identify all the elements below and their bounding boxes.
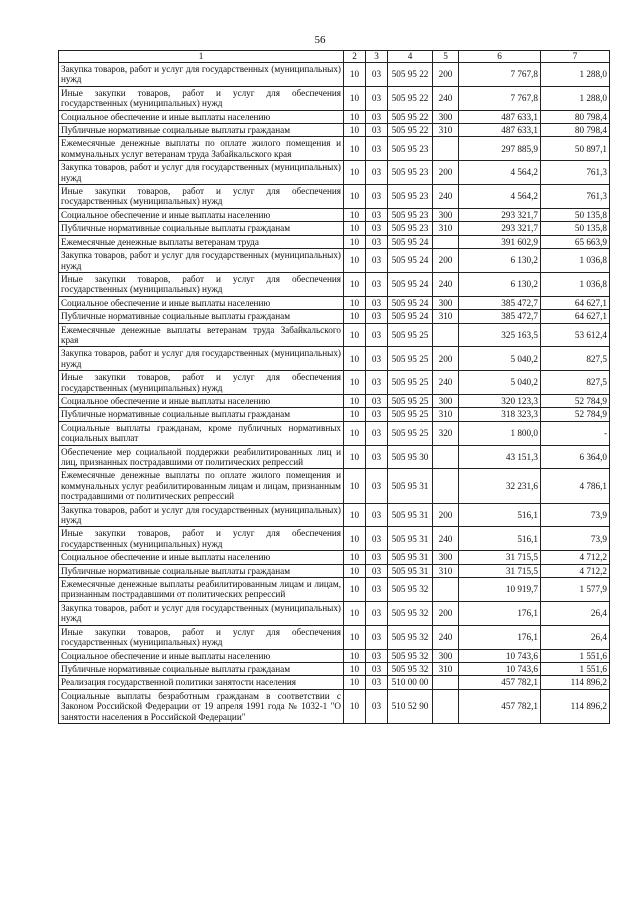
row-name: Закупка товаров, работ и услуг для государственных (муниципальных) нужд (59, 503, 344, 527)
row-expense-type: 310 (433, 222, 459, 235)
row-amount-plan: 1 800,0 (459, 421, 541, 445)
row-amount-plan: 7 767,8 (459, 63, 541, 87)
row-target-article: 505 95 23 (388, 208, 433, 221)
header-cell: 1 (59, 51, 344, 63)
row-subsection: 03 (366, 310, 388, 323)
row-target-article: 505 95 24 (388, 310, 433, 323)
row-target-article: 505 95 32 (388, 578, 433, 602)
row-section: 10 (344, 601, 366, 625)
table-row (59, 222, 610, 235)
row-subsection: 03 (366, 208, 388, 221)
row-amount-actual: 1 551,6 (541, 649, 610, 662)
row-subsection: 03 (366, 296, 388, 309)
row-amount-plan: 297 885,9 (459, 137, 541, 161)
row-section: 10 (344, 124, 366, 137)
row-amount-actual: 1 551,6 (541, 662, 610, 675)
row-target-article: 505 95 25 (388, 421, 433, 445)
row-expense-type: 240 (433, 272, 459, 296)
row-expense-type: 310 (433, 124, 459, 137)
row-expense-type: 200 (433, 601, 459, 625)
row-amount-plan: 385 472,7 (459, 296, 541, 309)
table-row (59, 63, 610, 87)
row-amount-plan: 176,1 (459, 601, 541, 625)
row-amount-actual: 52 784,9 (541, 394, 610, 407)
row-section: 10 (344, 86, 366, 110)
row-amount-actual: 1 036,8 (541, 249, 610, 273)
row-section: 10 (344, 527, 366, 551)
row-amount-actual: 64 627,1 (541, 310, 610, 323)
table-row (59, 445, 610, 469)
row-target-article: 505 95 22 (388, 124, 433, 137)
row-section: 10 (344, 235, 366, 248)
row-subsection: 03 (366, 578, 388, 602)
row-target-article: 505 95 24 (388, 249, 433, 273)
row-amount-plan: 457 782,1 (459, 676, 541, 689)
table-row (59, 310, 610, 323)
table-row (59, 469, 610, 503)
row-section: 10 (344, 625, 366, 649)
row-target-article: 505 95 23 (388, 137, 433, 161)
row-name: Социальные выплаты гражданам, кроме публичных нормативных социальных выплат (59, 421, 344, 445)
row-expense-type: 300 (433, 551, 459, 564)
table-row (59, 689, 610, 723)
row-amount-plan: 320 123,3 (459, 394, 541, 407)
row-section: 10 (344, 662, 366, 675)
row-subsection: 03 (366, 347, 388, 371)
row-name: Иные закупки товаров, работ и услуг для обеспечения государственных (муниципальных) нужд (59, 185, 344, 209)
row-section: 10 (344, 161, 366, 185)
table-row (59, 235, 610, 248)
row-name: Закупка товаров, работ и услуг для государственных (муниципальных) нужд (59, 63, 344, 87)
row-expense-type: 310 (433, 662, 459, 675)
row-expense-type (433, 578, 459, 602)
row-target-article: 505 95 32 (388, 625, 433, 649)
row-section: 10 (344, 323, 366, 347)
row-subsection: 03 (366, 445, 388, 469)
row-name: Иные закупки товаров, работ и услуг для обеспечения государственных (муниципальных) нужд (59, 272, 344, 296)
row-section: 10 (344, 421, 366, 445)
row-target-article: 505 95 31 (388, 564, 433, 577)
row-amount-actual: 1 288,0 (541, 63, 610, 87)
row-name: Социальное обеспечение и иные выплаты населению (59, 296, 344, 309)
row-name: Публичные нормативные социальные выплаты гражданам (59, 124, 344, 137)
row-name: Ежемесячные денежные выплаты ветеранам труда (59, 235, 344, 248)
row-expense-type: 300 (433, 296, 459, 309)
row-amount-plan: 31 715,5 (459, 551, 541, 564)
row-amount-plan: 10 919,7 (459, 578, 541, 602)
row-name: Реализация государственной политики занятости населения (59, 676, 344, 689)
row-expense-type: 200 (433, 347, 459, 371)
table-row (59, 527, 610, 551)
header-cell: 5 (433, 51, 459, 63)
table-row (59, 208, 610, 221)
header-cell: 4 (388, 51, 433, 63)
row-subsection: 03 (366, 551, 388, 564)
table-row (59, 649, 610, 662)
row-subsection: 03 (366, 662, 388, 675)
row-amount-plan: 6 130,2 (459, 249, 541, 273)
row-amount-actual: 1 288,0 (541, 86, 610, 110)
row-name: Публичные нормативные социальные выплаты гражданам (59, 408, 344, 421)
row-target-article: 505 95 30 (388, 445, 433, 469)
row-target-article: 505 95 22 (388, 86, 433, 110)
row-amount-plan: 487 633,1 (459, 110, 541, 123)
table-row (59, 421, 610, 445)
header-cell: 6 (459, 51, 541, 63)
row-expense-type: 240 (433, 625, 459, 649)
row-target-article: 505 95 25 (388, 394, 433, 407)
row-section: 10 (344, 469, 366, 503)
row-name: Социальное обеспечение и иные выплаты населению (59, 110, 344, 123)
row-expense-type (433, 676, 459, 689)
page-number: 56 (314, 34, 326, 46)
header-row (59, 51, 610, 63)
row-amount-actual: 6 364,0 (541, 445, 610, 469)
row-name: Иные закупки товаров, работ и услуг для обеспечения государственных (муниципальных) нужд (59, 371, 344, 395)
table-row (59, 551, 610, 564)
row-section: 10 (344, 208, 366, 221)
row-subsection: 03 (366, 272, 388, 296)
row-amount-actual: 73,9 (541, 503, 610, 527)
row-target-article: 505 95 31 (388, 527, 433, 551)
row-amount-plan: 293 321,7 (459, 208, 541, 221)
table-row (59, 137, 610, 161)
header-cell: 7 (541, 51, 610, 63)
row-expense-type: 310 (433, 310, 459, 323)
row-name: Публичные нормативные социальные выплаты гражданам (59, 564, 344, 577)
row-amount-actual: 114 896,2 (541, 689, 610, 723)
row-name: Иные закупки товаров, работ и услуг для обеспечения государственных (муниципальных) нужд (59, 625, 344, 649)
row-amount-plan: 487 633,1 (459, 124, 541, 137)
row-target-article: 505 95 22 (388, 110, 433, 123)
row-expense-type: 320 (433, 421, 459, 445)
table-row (59, 86, 610, 110)
row-expense-type: 300 (433, 110, 459, 123)
table-row (59, 625, 610, 649)
row-name: Закупка товаров, работ и услуг для государственных (муниципальных) нужд (59, 249, 344, 273)
row-subsection: 03 (366, 323, 388, 347)
header-cell: 2 (344, 51, 366, 63)
row-amount-plan: 391 602,9 (459, 235, 541, 248)
row-expense-type: 200 (433, 503, 459, 527)
table-row (59, 124, 610, 137)
row-section: 10 (344, 503, 366, 527)
row-target-article: 505 95 31 (388, 503, 433, 527)
table-row (59, 394, 610, 407)
row-name: Закупка товаров, работ и услуг для государственных (муниципальных) нужд (59, 601, 344, 625)
row-target-article: 505 95 25 (388, 323, 433, 347)
table-row (59, 578, 610, 602)
row-amount-actual: 827,5 (541, 371, 610, 395)
row-target-article: 510 52 90 (388, 689, 433, 723)
row-subsection: 03 (366, 110, 388, 123)
row-name: Ежемесячные денежные выплаты по оплате жилого помещения и коммунальных услуг ветеранам труда Забайкальского края (59, 137, 344, 161)
row-amount-plan: 4 564,2 (459, 185, 541, 209)
row-amount-actual: 26,4 (541, 601, 610, 625)
row-section: 10 (344, 371, 366, 395)
row-subsection: 03 (366, 408, 388, 421)
row-amount-actual: 4 786,1 (541, 469, 610, 503)
row-section: 10 (344, 310, 366, 323)
row-amount-plan: 293 321,7 (459, 222, 541, 235)
row-subsection: 03 (366, 689, 388, 723)
row-section: 10 (344, 137, 366, 161)
row-amount-actual: 73,9 (541, 527, 610, 551)
table-row (59, 371, 610, 395)
row-target-article: 505 95 32 (388, 601, 433, 625)
row-amount-actual: - (541, 421, 610, 445)
row-name: Ежемесячные денежные выплаты ветеранам труда Забайкальского края (59, 323, 344, 347)
row-subsection: 03 (366, 625, 388, 649)
row-name: Иные закупки товаров, работ и услуг для обеспечения государственных (муниципальных) нужд (59, 527, 344, 551)
row-section: 10 (344, 249, 366, 273)
row-subsection: 03 (366, 235, 388, 248)
row-amount-plan: 457 782,1 (459, 689, 541, 723)
row-target-article: 505 95 32 (388, 662, 433, 675)
row-amount-actual: 52 784,9 (541, 408, 610, 421)
row-subsection: 03 (366, 249, 388, 273)
row-expense-type: 300 (433, 208, 459, 221)
table-row (59, 601, 610, 625)
row-amount-actual: 761,3 (541, 185, 610, 209)
row-subsection: 03 (366, 394, 388, 407)
row-target-article: 510 00 00 (388, 676, 433, 689)
row-name: Ежемесячные денежные выплаты по оплате жилого помещения и коммунальных услуг реабилитированным лицам и лицам, признанным пострадавшими от политических репрессий (59, 469, 344, 503)
row-amount-plan: 43 151,3 (459, 445, 541, 469)
row-amount-actual: 4 712,2 (541, 564, 610, 577)
row-amount-plan: 31 715,5 (459, 564, 541, 577)
row-subsection: 03 (366, 503, 388, 527)
row-expense-type (433, 445, 459, 469)
row-section: 10 (344, 347, 366, 371)
row-subsection: 03 (366, 124, 388, 137)
row-target-article: 505 95 23 (388, 222, 433, 235)
table-row (59, 676, 610, 689)
row-target-article: 505 95 31 (388, 469, 433, 503)
row-amount-plan: 325 163,5 (459, 323, 541, 347)
row-amount-plan: 385 472,7 (459, 310, 541, 323)
row-subsection: 03 (366, 86, 388, 110)
row-section: 10 (344, 394, 366, 407)
row-amount-plan: 6 130,2 (459, 272, 541, 296)
row-amount-plan: 516,1 (459, 527, 541, 551)
row-target-article: 505 95 24 (388, 235, 433, 248)
row-amount-actual: 761,3 (541, 161, 610, 185)
row-name: Закупка товаров, работ и услуг для государственных (муниципальных) нужд (59, 347, 344, 371)
header-cell: 3 (366, 51, 388, 63)
row-expense-type (433, 469, 459, 503)
row-name: Социальное обеспечение и иные выплаты населению (59, 208, 344, 221)
row-target-article: 505 95 24 (388, 272, 433, 296)
row-target-article: 505 95 25 (388, 347, 433, 371)
row-subsection: 03 (366, 676, 388, 689)
row-section: 10 (344, 578, 366, 602)
row-amount-plan: 318 323,3 (459, 408, 541, 421)
row-section: 10 (344, 222, 366, 235)
row-subsection: 03 (366, 527, 388, 551)
row-amount-actual: 64 627,1 (541, 296, 610, 309)
row-expense-type (433, 323, 459, 347)
row-name: Социальное обеспечение и иные выплаты населению (59, 394, 344, 407)
row-section: 10 (344, 676, 366, 689)
row-amount-plan: 7 767,8 (459, 86, 541, 110)
row-name: Ежемесячные денежные выплаты реабилитированным лицам и лицам, признанным пострадавшими от политических репрессий (59, 578, 344, 602)
row-amount-plan: 4 564,2 (459, 161, 541, 185)
row-subsection: 03 (366, 185, 388, 209)
row-section: 10 (344, 649, 366, 662)
row-amount-actual: 4 712,2 (541, 551, 610, 564)
row-amount-actual: 26,4 (541, 625, 610, 649)
row-amount-plan: 176,1 (459, 625, 541, 649)
budget-table (58, 50, 610, 724)
row-subsection: 03 (366, 63, 388, 87)
row-expense-type (433, 137, 459, 161)
row-amount-actual: 827,5 (541, 347, 610, 371)
row-amount-actual: 65 663,9 (541, 235, 610, 248)
row-name: Публичные нормативные социальные выплаты гражданам (59, 310, 344, 323)
row-target-article: 505 95 25 (388, 408, 433, 421)
row-subsection: 03 (366, 649, 388, 662)
row-expense-type: 240 (433, 371, 459, 395)
row-expense-type: 300 (433, 649, 459, 662)
row-amount-actual: 50 135,8 (541, 222, 610, 235)
row-expense-type: 240 (433, 185, 459, 209)
table-row (59, 161, 610, 185)
row-amount-actual: 80 798,4 (541, 124, 610, 137)
row-amount-actual: 50 135,8 (541, 208, 610, 221)
row-subsection: 03 (366, 371, 388, 395)
table-row (59, 272, 610, 296)
row-name: Иные закупки товаров, работ и услуг для обеспечения государственных (муниципальных) нужд (59, 86, 344, 110)
row-name: Публичные нормативные социальные выплаты гражданам (59, 222, 344, 235)
row-expense-type (433, 235, 459, 248)
table-row (59, 323, 610, 347)
row-subsection: 03 (366, 469, 388, 503)
row-section: 10 (344, 110, 366, 123)
table-row (59, 503, 610, 527)
row-amount-plan: 10 743,6 (459, 649, 541, 662)
row-section: 10 (344, 408, 366, 421)
row-subsection: 03 (366, 137, 388, 161)
table-row (59, 662, 610, 675)
row-expense-type: 240 (433, 86, 459, 110)
row-target-article: 505 95 23 (388, 161, 433, 185)
table-row (59, 296, 610, 309)
row-amount-plan: 10 743,6 (459, 662, 541, 675)
row-section: 10 (344, 272, 366, 296)
row-section: 10 (344, 689, 366, 723)
row-amount-plan: 5 040,2 (459, 347, 541, 371)
table-row (59, 185, 610, 209)
row-target-article: 505 95 23 (388, 185, 433, 209)
row-subsection: 03 (366, 564, 388, 577)
row-name: Публичные нормативные социальные выплаты гражданам (59, 662, 344, 675)
row-expense-type: 240 (433, 527, 459, 551)
row-name: Социальные выплаты безработным гражданам в соответствии с Законом Российской Федерации от 19 апреля 1991 года № 1032-1 "О занятости населения в Российской Федерации" (59, 689, 344, 723)
row-amount-actual: 50 897,1 (541, 137, 610, 161)
row-section: 10 (344, 564, 366, 577)
row-amount-actual: 1 036,8 (541, 272, 610, 296)
row-section: 10 (344, 63, 366, 87)
row-amount-actual: 1 577,9 (541, 578, 610, 602)
row-amount-plan: 516,1 (459, 503, 541, 527)
row-expense-type (433, 689, 459, 723)
table-row (59, 249, 610, 273)
row-amount-plan: 5 040,2 (459, 371, 541, 395)
row-expense-type: 200 (433, 63, 459, 87)
row-amount-actual: 114 896,2 (541, 676, 610, 689)
row-expense-type: 310 (433, 564, 459, 577)
row-expense-type: 200 (433, 249, 459, 273)
row-expense-type: 200 (433, 161, 459, 185)
row-subsection: 03 (366, 161, 388, 185)
row-amount-plan: 32 231,6 (459, 469, 541, 503)
row-target-article: 505 95 24 (388, 296, 433, 309)
row-name: Закупка товаров, работ и услуг для государственных (муниципальных) нужд (59, 161, 344, 185)
row-section: 10 (344, 296, 366, 309)
table-body (59, 63, 610, 724)
row-name: Обеспечение мер социальной поддержки реабилитированных лиц и лиц, признанных пострадавшими от политических репрессий (59, 445, 344, 469)
row-subsection: 03 (366, 601, 388, 625)
row-target-article: 505 95 32 (388, 649, 433, 662)
row-amount-actual: 80 798,4 (541, 110, 610, 123)
row-name: Социальное обеспечение и иные выплаты населению (59, 649, 344, 662)
table-row (59, 564, 610, 577)
table-row (59, 408, 610, 421)
row-target-article: 505 95 25 (388, 371, 433, 395)
row-section: 10 (344, 185, 366, 209)
row-subsection: 03 (366, 222, 388, 235)
row-target-article: 505 95 31 (388, 551, 433, 564)
row-amount-actual: 53 612,4 (541, 323, 610, 347)
row-target-article: 505 95 22 (388, 63, 433, 87)
row-section: 10 (344, 445, 366, 469)
table-row (59, 347, 610, 371)
row-expense-type: 300 (433, 394, 459, 407)
row-section: 10 (344, 551, 366, 564)
row-subsection: 03 (366, 421, 388, 445)
row-name: Социальное обеспечение и иные выплаты населению (59, 551, 344, 564)
table-row (59, 110, 610, 123)
row-expense-type: 310 (433, 408, 459, 421)
